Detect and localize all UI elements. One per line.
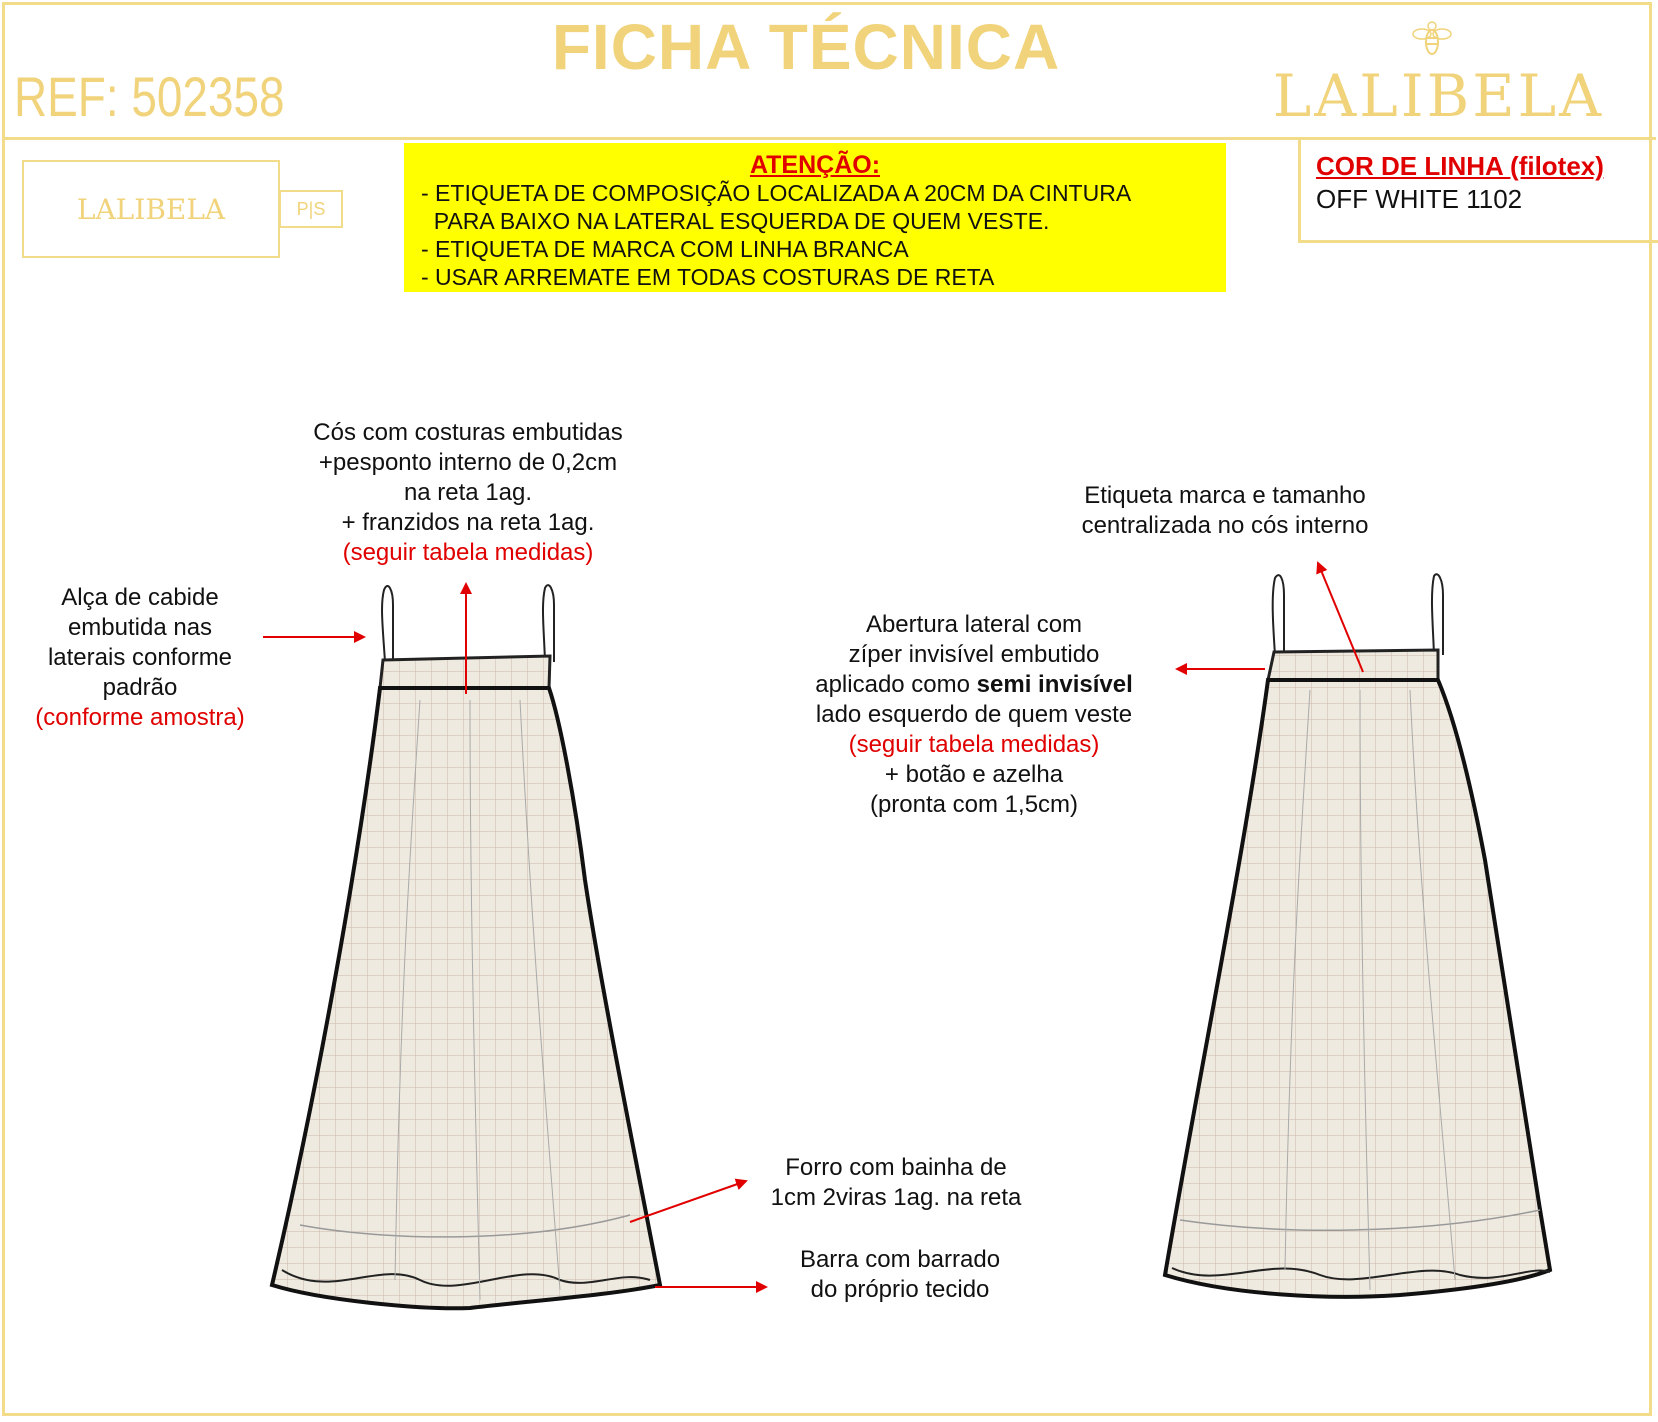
note-line-red: (conforme amostra) xyxy=(35,704,245,731)
note-line-red: (seguir tabela medidas) xyxy=(848,731,1100,758)
note-hanger xyxy=(10,583,270,733)
attention-title: ATENÇÃO: xyxy=(749,151,881,179)
note-line: centralizada no cós interno xyxy=(1081,512,1369,539)
note-waistband xyxy=(268,418,668,568)
note-line-red: (seguir tabela medidas) xyxy=(342,539,594,566)
size-label-sample: P|S xyxy=(279,190,343,228)
note-line: Abertura lateral com xyxy=(865,611,1083,638)
note-line: +pesponto interno de 0,2cm xyxy=(318,449,618,476)
note-line: Alça de cabide xyxy=(61,584,219,611)
note-line: (pronta com 1,5cm) xyxy=(869,791,1079,818)
note-line: + franzidos na reta 1ag. xyxy=(341,509,595,536)
reference-code: REF: 502358 xyxy=(14,65,285,128)
note-line: + botão e azelha xyxy=(884,761,1064,788)
note-line: embutida nas xyxy=(67,614,213,641)
attention-line: PARA BAIXO NA LATERAL ESQUERDA DE QUEM VESTE. xyxy=(421,208,1050,234)
note-line: 1cm 2viras 1ag. na reta xyxy=(770,1184,1022,1211)
note-line xyxy=(784,670,1164,700)
note-line: na reta 1ag. xyxy=(403,479,533,506)
note-text-bold: semi invisível xyxy=(976,671,1133,698)
attention-line: - ETIQUETA DE COMPOSIÇÃO LOCALIZADA A 20CM DA CINTURA xyxy=(421,180,1132,206)
note-line: laterais conforme xyxy=(47,644,233,671)
note-hem xyxy=(760,1245,1040,1305)
note-line: do próprio tecido xyxy=(810,1276,990,1303)
note-lining xyxy=(746,1153,1046,1213)
note-text: aplicado como xyxy=(815,671,977,698)
thread-color-title: COR DE LINHA (filotex) xyxy=(1316,151,1604,181)
note-line: Barra com barrado xyxy=(799,1246,1001,1273)
note-line: Forro com bainha de xyxy=(785,1154,1007,1181)
note-line: Cós com costuras embutidas xyxy=(313,419,623,446)
note-label xyxy=(1040,481,1410,541)
skirt-back-drawing xyxy=(1165,574,1550,1297)
brand-logo: LALIBELA xyxy=(1272,62,1604,130)
note-line: Etiqueta marca e tamanho xyxy=(1084,482,1366,509)
attention-line: - ETIQUETA DE MARCA COM LINHA BRANCA xyxy=(421,236,909,262)
attention-line: - USAR ARREMATE EM TODAS COSTURAS DE RETA xyxy=(421,264,995,290)
note-opening xyxy=(784,610,1164,820)
brand-label-sample: LALIBELA xyxy=(22,160,280,258)
thread-color-value: OFF WHITE 1102 xyxy=(1316,184,1523,214)
page-title: FICHA TÉCNICA xyxy=(551,11,1061,83)
note-line: lado esquerdo de quem veste xyxy=(815,701,1133,728)
arrow-lining xyxy=(630,1181,746,1222)
note-line: padrão xyxy=(102,674,178,701)
note-line: zíper invisível embutido xyxy=(848,641,1100,668)
